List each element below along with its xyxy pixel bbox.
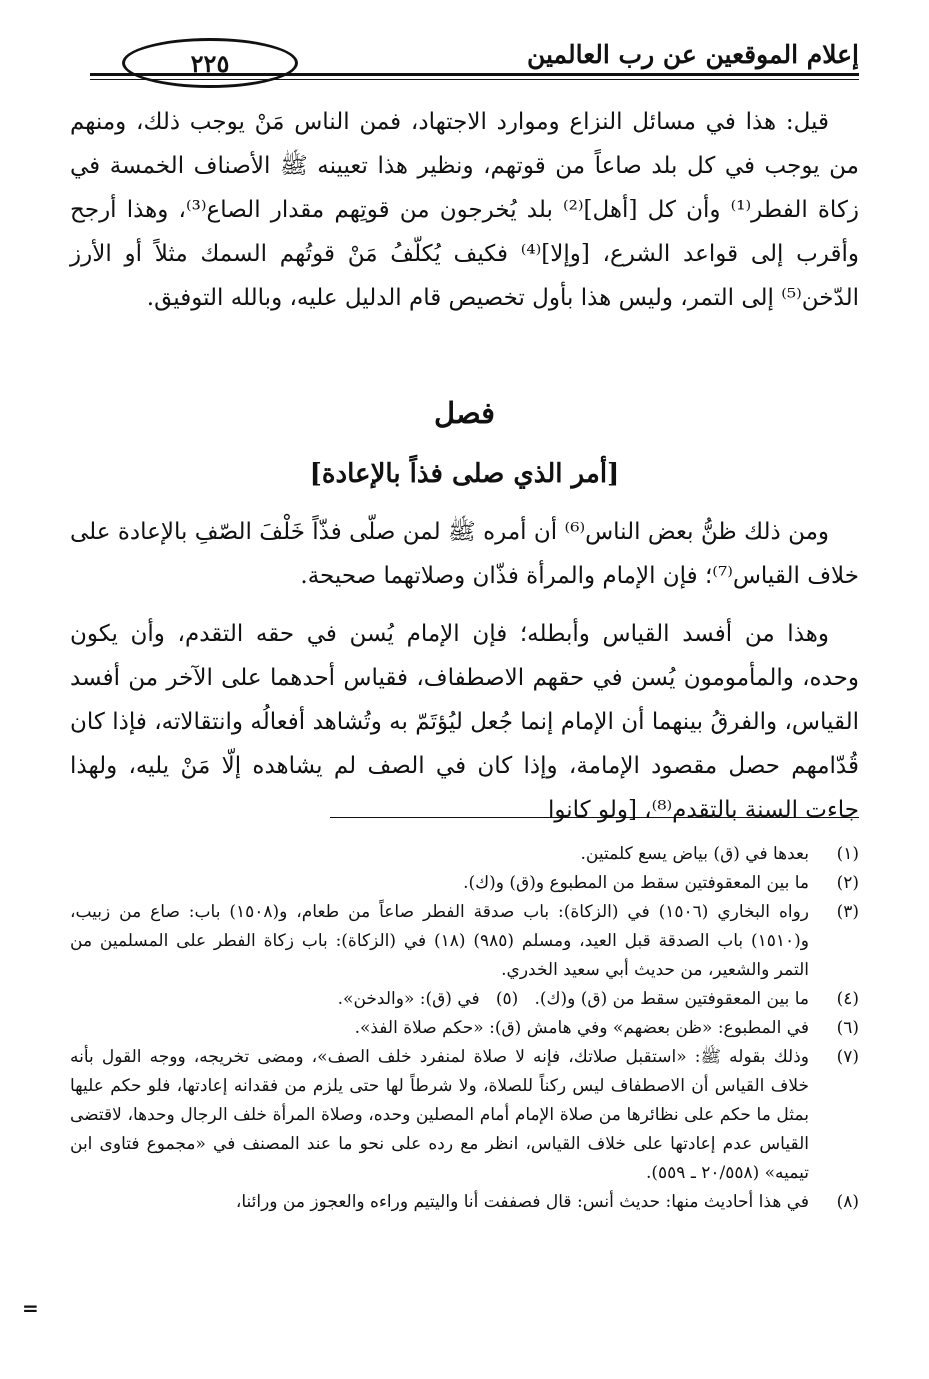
footnote-6 — [70, 1014, 859, 1043]
footnote-text: رواه البخاري (١٥٠٦) في (الزكاة): باب صدقة الفطر صاعاً من طعام، و(١٥٠٨) باب: صاع من زبيب، و(١٥١٠) باب الصدقة قبل العيد، ومسلم (٩٨٥) (١٨) في (الزكاة): باب زكاة الفطر على المسلمين من التمر والشعير، من حديث أبي سعيد الخدري. — [70, 902, 810, 980]
footnote-7 — [70, 1043, 859, 1188]
footnote-3 — [70, 898, 859, 985]
continuation-mark: = — [22, 1296, 39, 1320]
footnote-number: (٣) — [836, 902, 859, 922]
footnote-number: (٦) — [836, 1018, 859, 1038]
footnote-number: (٧) — [836, 1047, 859, 1067]
page-number: ٢٢٥ — [122, 38, 298, 88]
footnote-number: (٤) — [836, 989, 859, 1009]
footnote-text: ما بين المعقوفتين سقط من (ق) و(ك). (٥) في (ق): «والدخن». — [337, 989, 809, 1009]
footnote-text: بعدها في (ق) بياض يسع كلمتين. — [580, 844, 809, 864]
paragraph-2: ومن ذلك ظنُّ بعض الناس⁽⁶⁾ أن أمره ﷺ لمن صلّى فذّاً خَلْفَ الصّفِ بالإعادة على خلاف القياس⁽⁷⁾؛ فإن الإمام والمرأة فذّان وصلاتهما صحيحة. — [70, 519, 859, 589]
footnote-text: في المطبوع: «ظن بعضهم» وفي هامش (ق): «حكم صلاة الفذ». — [354, 1018, 809, 1038]
paragraph-1: قيل: هذا في مسائل النزاع وموارد الاجتهاد، فمن الناس مَنْ يوجب ذلك، ومنهم من يوجب في كل بلد صاعاً من قوتهم، ونظير هذا تعيينه ﷺ الأصناف الخمسة في زكاة الفطر⁽¹⁾ وأن كل [أهل]⁽²⁾ بلد يُخرجون من قوتِهم مقدار الصاع⁽³⁾، وهذا أرجح وأقرب إلى قواعد الشرع، [وإلا]⁽⁴⁾ فكيف يُكلّفُ مَنْ قوتُهم السمك مثلاً أو الأرز الدّخن⁽⁵⁾ إلى التمر، وليس هذا بأول تخصيص قام الدليل عليه، وبالله التوفيق. — [70, 109, 859, 311]
footnote-8 — [70, 1188, 859, 1217]
header-rule — [90, 73, 859, 76]
page-header — [90, 38, 859, 84]
footnote-4 — [70, 985, 859, 1014]
header-rule-thin — [90, 79, 859, 80]
paragraph-3: وهذا من أفسد القياس وأبطله؛ فإن الإمام يُسن في حقه التقدم، وأن يكون وحده، والمأمومون يُسن في حقهم الاصطفاف، فقياس أحدهما على الآخر من أفسد القياس، والفرقُ بينهما أن الإمام إنما جُعل ليُؤتَمّ به وتُشاهد أفعالُه وانتقالاته، فإذا كان قُدّامهم حصل مقصود الإمامة، وإذا كان في الصف لم يشاهده إلّا مَنْ يليه، ولهذا جاءت السنة بالتقدم⁽⁸⁾، [ولو كانوا — [70, 621, 859, 823]
footnote-separator — [330, 817, 859, 818]
section-subtitle: [أمر الذي صلى فذاً بالإعادة] — [309, 459, 620, 489]
footnote-text: في هذا أحاديث منها: حديث أنس: قال فصففت أنا واليتيم وراءه والعجوز من ورائنا، — [235, 1192, 809, 1212]
footnote-text: وذلك بقوله ﷺ: «استقبل صلاتك، فإنه لا صلاة لمنفرد خلف الصف»، ومضى تخريجه، ووجه القول بأنه خلاف القياس أن الاصطفاف ليس ركناً للصلاة، ولا شرطاً لها حتى يلزم من فقدانه إعادتها، فلو حكم عليها بمثل ما حكم على نظائرها من صلاة الإمام أمام المصلين وحده، وصلاة المرأة خلف الرجال وحدها، لاقتضى القياس عدم إعادتها على خلاف القياس، انظر مع رده على نحو ما عند المصنف في «مجموع فتاوى ابن تيميه» (٢٠/٥٥٨ ـ ٥٥٩). — [70, 1047, 809, 1183]
book-title: إعلام الموقعين عن رب العالمين — [526, 40, 859, 69]
footnote-1 — [70, 840, 859, 869]
section-heading: فصل — [434, 396, 495, 430]
footnotes — [70, 840, 859, 1217]
footnote-number: (٢) — [836, 873, 859, 893]
footnote-2 — [70, 869, 859, 898]
footnote-number: (١) — [836, 844, 859, 864]
footnote-text: ما بين المعقوفتين سقط من المطبوع و(ق) و(ك). — [463, 873, 809, 893]
main-text — [70, 100, 859, 832]
footnote-number: (٨) — [836, 1192, 859, 1212]
